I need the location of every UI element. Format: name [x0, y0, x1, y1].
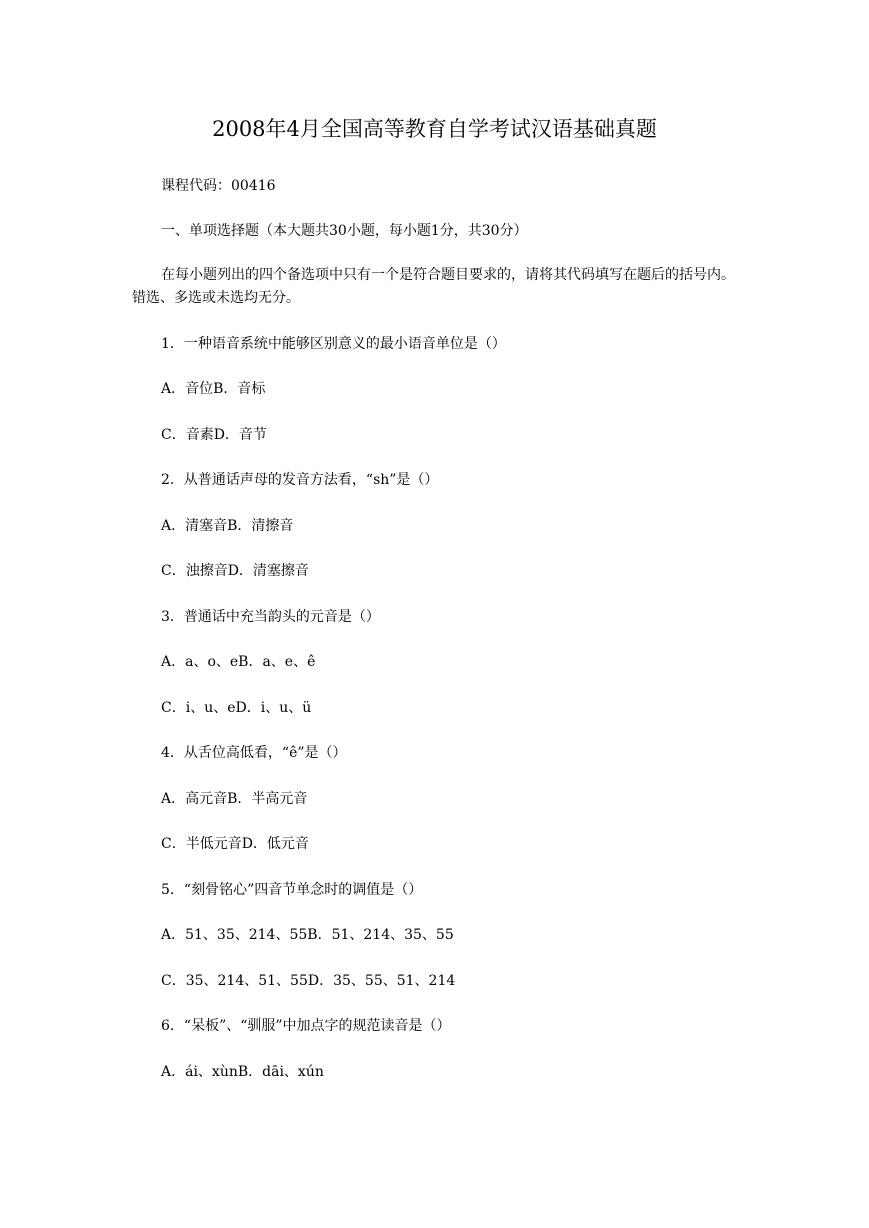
course-code: 课程代码：00416: [161, 178, 276, 194]
question-3-stem: 3．普通话中充当韵头的元音是（）: [161, 609, 380, 625]
question-1-options-cd: C．音素D．音节: [161, 427, 267, 443]
instructions-paragraph: 在每小题列出的四个备选项中只有一个是符合题目要求的，请将其代码填写在题后的括号内。错选、多选或未选均无分。: [132, 267, 735, 306]
section-heading: 一、单项选择题（本大题共30小题，每小题1分，共30分）: [161, 223, 528, 239]
question-2-options-cd: C．浊擦音D．清塞擦音: [161, 563, 309, 579]
question-1-options-ab: A．音位B．音标: [161, 381, 266, 397]
question-5-options-ab: A．51、35、214、55B．51、214、35、55: [161, 927, 454, 943]
question-6-options-ab: A．ái、xùnB．dāi、xún: [161, 1064, 324, 1080]
question-5-options-cd: C．35、214、51、55D．35、55、51、214: [161, 973, 456, 989]
question-5-stem: 5．“刻骨铭心”四音节单念时的调值是（）: [161, 882, 423, 898]
question-4-options-cd: C．半低元音D．低元音: [161, 836, 309, 852]
question-4-stem: 4．从舌位高低看，“ê”是（）: [161, 745, 347, 761]
question-6-stem: 6．“呆板”、“驯服”中加点字的规范读音是（）: [161, 1018, 451, 1034]
question-2-options-ab: A．清塞音B．清擦音: [161, 518, 294, 534]
question-4-options-ab: A．高元音B．半高元音: [161, 791, 308, 807]
question-3-options-ab: A．a、o、eB．a、e、ê: [161, 654, 316, 670]
question-3-options-cd: C．i、u、eD．i、u、ü: [161, 700, 312, 716]
question-1-stem: 1．一种语音系统中能够区别意义的最小语音单位是（）: [161, 336, 506, 352]
document-title: 2008年4月全国高等教育自学考试汉语基础真题: [212, 117, 657, 141]
question-2-stem: 2．从普通话声母的发音方法看，“sh”是（）: [161, 472, 439, 488]
